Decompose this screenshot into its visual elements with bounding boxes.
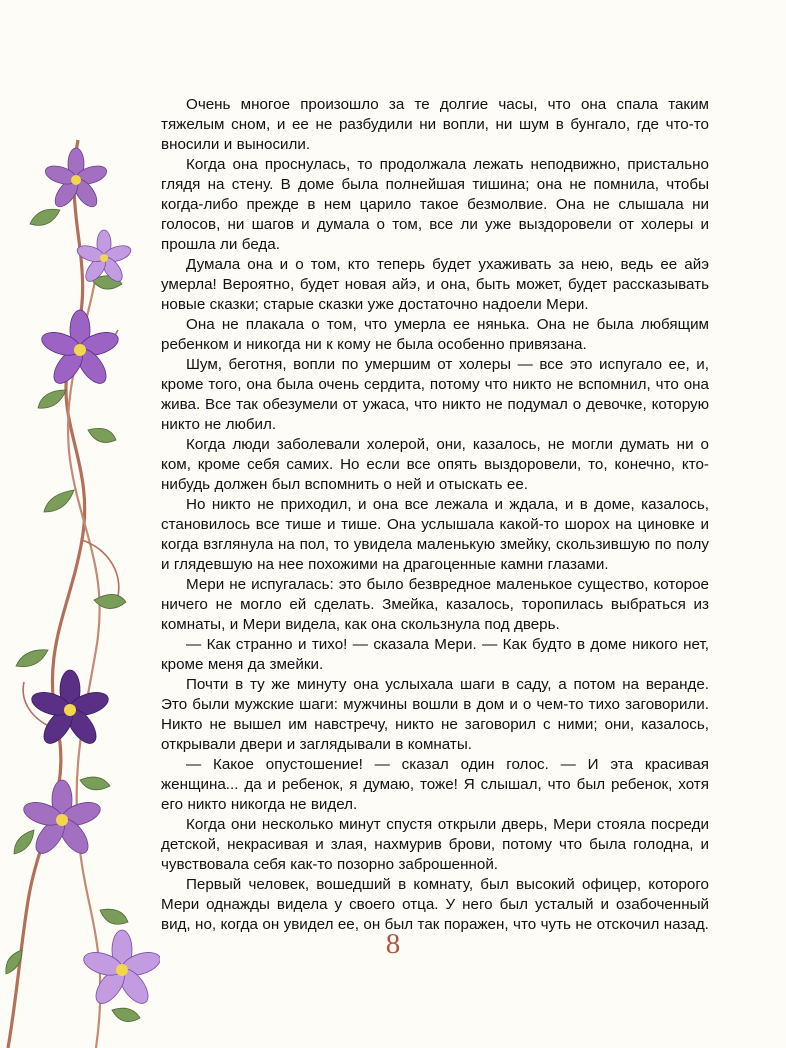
flower-3 bbox=[39, 310, 121, 388]
body-text bbox=[161, 95, 709, 935]
paragraph: Но никто не приходил, и она все лежала и ждала, и в доме, казалось, становилось все тише и тише. Она услышала какой-то шорох на циновке и когда взглянула на пол, то увидела маленькую змейку, скользившую по полу и глядевшую на нее похожими на драгоценные камни глазами. bbox=[161, 496, 709, 573]
paragraph: — Какое опустошение! — сказал один голос. — И эта красивая женщина... да и ребенок, я думаю, тоже! Я слышал, что был ребенок, хотя его никто никогда не видел. bbox=[161, 756, 709, 813]
leaf bbox=[112, 1008, 140, 1021]
leaf bbox=[88, 428, 116, 442]
paragraph: — Как странно и тихо! — сказала Мери. — Как будто в доме никого нет, кроме меня да змейки. bbox=[161, 636, 709, 673]
paragraph: Очень многое произошло за те долгие часы, что она спала таким тяжелым сном, и ее не разбудили ни вопли, ни шум в бунгало, где что-то вносили и выносили. bbox=[161, 96, 709, 153]
paragraph: Когда она проснулась, то продолжала лежать неподвижно, пристально глядя на стену. В доме была полнейшая тишина; она не помнила, чтобы когда-либо прежде в нем царило такое безмолвие. Она не слышала ни голосов, ни шагов и думала о том, все ли уже выздоровели от холеры и прошла ли беда. bbox=[161, 156, 709, 253]
leaf bbox=[38, 390, 66, 408]
paragraph: Мери не испугалась: это было безвредное маленькое существо, которое ничего не могло ей сделать. Змейка, казалось, торопилась выбраться из комнаты, и Мери видела, как она скользнула под дверь. bbox=[161, 576, 709, 633]
leaf bbox=[100, 909, 128, 924]
paragraph: Когда они несколько минут спустя открыли дверь, Мери стояла посреди детской, некрасивая и злая, нахмурив брови, потому что была голодна, и чувствовала себя как-то позорно заброшенной. bbox=[161, 816, 709, 873]
leaf bbox=[16, 650, 48, 667]
vine-tendril bbox=[82, 540, 119, 596]
page-number: 8 bbox=[385, 928, 401, 960]
floral-vine-decoration bbox=[0, 130, 160, 1048]
paragraph: Первый человек, вошедший в комнату, был высокий офицер, которого Мери однажды видела у своего отца. У него был усталый и озабоченный вид, но, когда он увидел ее, он был так поражен, что чуть не отскочил назад. bbox=[161, 876, 709, 933]
leaf bbox=[30, 209, 60, 225]
paragraph: Почти в ту же минуту она услыхала шаги в саду, а потом на веранде. Это были мужские шаги: мужчины вошли в дом и о чем-то тихо заговорили. Никто не вышел им навстречу, никто не заговорил с ними; они, казалось, открывали двери и заглядывали в комнаты. bbox=[161, 676, 709, 753]
leaf bbox=[14, 830, 34, 854]
flower-5 bbox=[21, 780, 103, 858]
paragraph: Когда люди заболевали холерой, они, казалось, не могли думать ни о ком, кроме себя самих. Но если все опять выздоровели, то, конечно, кто-нибудь должен был вспомнить о ней и отыскать ее. bbox=[161, 436, 709, 493]
paragraph: Шум, беготня, вопли по умершим от холеры — все это испугало ее, и, кроме того, она была очень сердита, потому что никто не вспомнил, что она жива. Все так обезумели от ужаса, что никто не подумал о девочке, которую никто не любил. bbox=[161, 356, 709, 433]
paragraph: Она не плакала о том, что умерла ее нянька. Она не была любящим ребенком и никогда ни к кому не была особенно привязана. bbox=[161, 316, 709, 353]
vine-stem bbox=[8, 140, 85, 1048]
paragraph: Думала она и о том, кто теперь будет ухаживать за нею, ведь ее айэ умерла! Вероятно, будет новая айэ, и она, быть может, будет рассказывать новые сказки; старые сказки уже достаточно надоели Мери. bbox=[161, 256, 709, 313]
leaf bbox=[44, 490, 74, 512]
leaf bbox=[80, 777, 110, 790]
flower-4 bbox=[29, 670, 111, 748]
